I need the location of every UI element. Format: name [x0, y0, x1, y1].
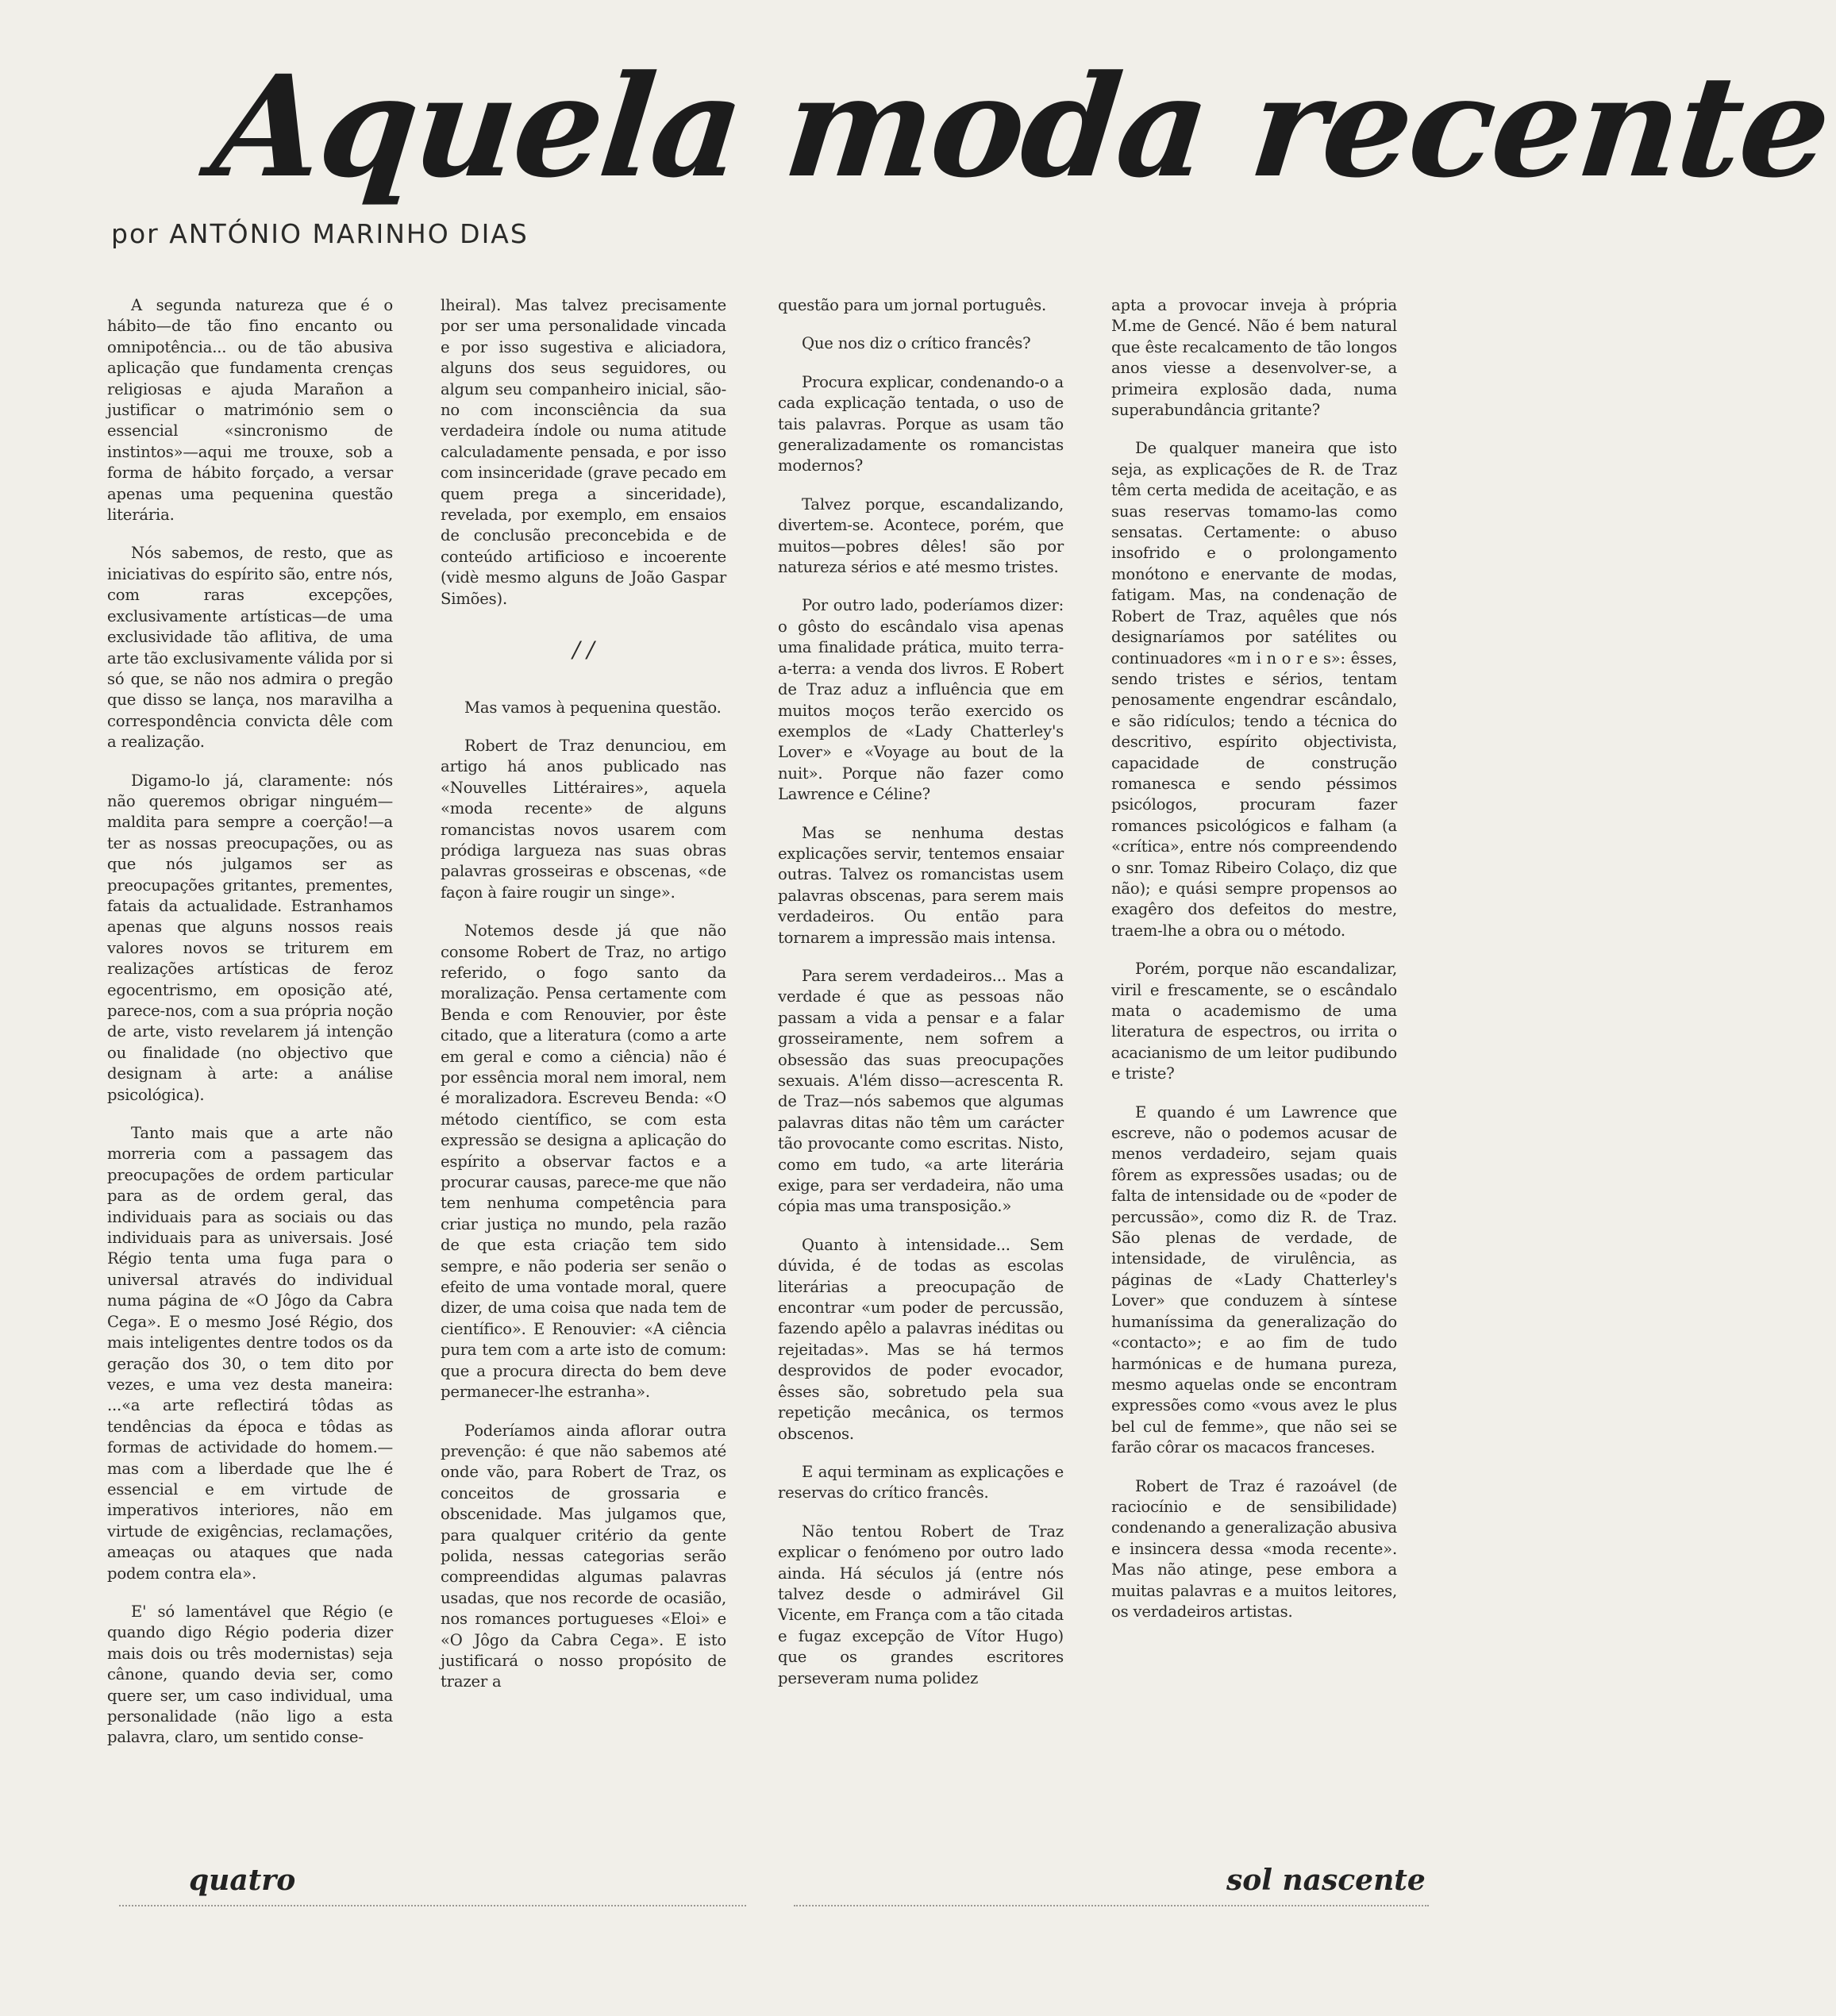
- footer-rule-left: [119, 1905, 746, 1907]
- article-column-1: [107, 295, 393, 1835]
- paragraph: lheiral). Mas talvez precisamente por ser uma personalidade vincada e por isso sugestiva e aliciadora, alguns dos seus seguidores, ou algum seu companheiro inicial, são-no com inconsciência da sua verdadeira índole ou numa atitude calculadamente pensada, e por isso com insinceridade (grave pecado em quem prega a sinceridade), revelada, por exemplo, em ensaios de conclusão preconcebida e de conteúdo artificioso e incoerente (vidè mesmo alguns de João Gaspar Simões).: [441, 296, 726, 608]
- paragraph: Mas se nenhuma destas explicações servir, tentemos ensaiar outras. Talvez os romancistas usem palavras obscenas, para serem mais verdadeiros. Ou então para tornarem a impressão mais intensa.: [778, 823, 1064, 947]
- paragraph: A segunda natureza que é o hábito—de tão fino encanto ou omnipotência... ou de tão abusiva aplicação que fundamenta crenças religiosas e ajuda Marañon a justificar o matrimónio sem o essencial «sincronismo de instintos»—aqui me trouxe, sob a forma de hábito forçado, a versar apenas uma pequenina questão literária.: [107, 296, 393, 525]
- paragraph: Robert de Traz denunciou, em artigo há anos publicado nas «Nouvelles Littéraires», aquela «moda recente» de alguns romancistas novos usarem com pródiga largueza nas suas obras palavras grosseiras e obscenas, «de façon à faire rougir un singe».: [441, 736, 726, 902]
- paragraph: apta a provocar inveja à própria M.me de Gencé. Não é bem natural que êste recalcamento de tão longos anos viesse a desenvolver-se, a primeira explosão dada, numa superabundância gritante?: [1111, 296, 1397, 420]
- author-name: ANTÓNIO MARINHO DIAS: [169, 218, 529, 249]
- paragraph: Por outro lado, poderíamos dizer: o gôsto do escândalo visa apenas uma finalidade prática, muito terra-a-terra: a venda dos livros. E Robert de Traz aduz a influência que em muitos moços terão exercido os exemplos de «Lady Chatterley's Lover» e «Voyage au bout de la nuit». Porque não fazer como Lawrence e Céline?: [778, 596, 1064, 804]
- paragraph: Talvez porque, escandalizando, divertem-se. Acontece, porém, que muitos—pobres dêles! são por natureza sérios e até mesmo tristes.: [778, 494, 1064, 577]
- paragraph: E quando é um Lawrence que escreve, não o podemos acusar de menos verdadeiro, sejam quais fôrem as expressões usadas; ou de falta de intensidade ou de «poder de percussão», como diz R. de Traz. São plenas de verdade, de intensidade, de virulência, as páginas de «Lady Chatterley's Lover» que conduzem à síntese humaníssima da generalização do «contacto»; e ao fim de tudo harmónicas e de humana pureza, mesmo aquelas onde se encontram expressões como «vous avez le plus bel cul de femme», que não sei se farão côrar os macacos franceses.: [1111, 1102, 1397, 1457]
- publication-name: sol nascente: [1226, 1864, 1426, 1897]
- paragraph: Robert de Traz é razoável (de raciocínio e de sensibilidade) condenando a generalização abusiva e insincera dessa «moda recente». Mas não atinge, pese embora a muitas palavras e a muitos leitores, os verdadeiros artistas.: [1111, 1476, 1397, 1621]
- paragraph: E aqui terminam as explicações e reservas do crítico francês.: [778, 1462, 1064, 1502]
- paragraph: Poderíamos ainda aflorar outra prevenção: é que não sabemos até onde vão, para Robert de Traz, os conceitos de grossaria e obscenidade. Mas julgamos que, para qualquer critério da gente polida, nessas categorias serão compreendidas algumas palavras usadas, que nos recorde de ocasião, nos romances portugueses «Eloi» e «O Jôgo da Cabra Cega». E isto justificará o nosso propósito de trazer a: [441, 1421, 726, 1691]
- paragraph: Que nos diz o crítico francês?: [802, 334, 1031, 353]
- paragraph: Mas vamos à pequenina questão.: [464, 698, 722, 717]
- article-column-2: [441, 295, 726, 1835]
- paragraph: Para serem verdadeiros... Mas a verdade é que as pessoas não passam a vida a pensar e a falar grosseiramente, nem sofrem a obsessão das suas preocupações sexuais. A'lém disso—acrescenta R. de Traz—nós sabemos que algumas palavras ditas não têm um carácter tão provocante como escritas. Nisto, como em tudo, «a arte literária exige, para ser verdadeira, não uma cópia mas uma transposição.»: [778, 966, 1064, 1216]
- article-column-3: [778, 295, 1064, 1835]
- section-separator: / /: [572, 637, 595, 664]
- paragraph: De qualquer maneira que isto seja, as explicações de R. de Traz têm certa medida de aceitação, e as suas reservas tomamo-las como sensatas. Certamente: o abuso insofrido e o prolongamento monótono e enervante de modas, fatigam. Mas, na condenação de Robert de Traz, aquêles que nós designaríamos por satélites ou continuadores «m i n o r e s»: êsses, sendo tristes e sérios, tentam penosamente engendrar escândalo, e são ridículos; tendo a técnica do descritivo, espírito objectivista, capacidade de construção romanesca e sendo péssimos psicólogos, procuram fazer romances psicológicos e falham (a «crítica», entre nós compreendendo o snr. Tomaz Ribeiro Colaço, diz que não); e quási sempre propensos ao exagêro dos defeitos do mestre, traem-lhe a obra ou o método.: [1111, 439, 1397, 940]
- paragraph: Nós sabemos, de resto, que as iniciativas do espírito são, entre nós, com raras excepções, exclusivamente artísticas—de uma exclusividade tão aflitiva, de uma arte tão exclusivamente válida por si só que, se não nos admira o pregão que disso se lança, nos maravilha a correspondência convicta dêle com a realização.: [107, 544, 393, 752]
- paragraph: Digamo-lo já, claramente: nós não queremos obrigar ninguém—maldita para sempre a coerção!—a ter as nossas preocupações, ou as que nós julgamos ser as preocupações gritantes, prementes, fatais da actualidade. Estranhamos apenas que alguns nossos reais valores novos se triturem em realizações artísticas de feroz egocentrismo, em oposição até, parece-nos, com a sua própria noção de arte, visto revelarem já intenção ou finalidade (no objectivo que designam à arte: a análise psicológica).: [107, 771, 393, 1104]
- byline: [111, 218, 529, 249]
- paragraph: E' só lamentável que Régio (e quando digo Régio poderia dizer mais dois ou três modernistas) seja cânone, quando devia ser, como quere ser, um caso individual, uma personalidade (não ligo a esta palavra, claro, um sentido conse-: [107, 1602, 393, 1747]
- footer-rule-right: [794, 1905, 1429, 1907]
- paragraph: Porém, porque não escandalizar, viril e frescamente, se o escândalo mata o academismo de uma literatura de espectros, ou irrita o acacianismo de um leitor pudibundo e triste?: [1111, 960, 1397, 1083]
- article-column-4: [1111, 295, 1397, 1835]
- paragraph: Procura explicar, condenando-o a cada explicação tentada, o uso de tais palavras. Porque as usam tão generalizadamente os romancistas modernos?: [778, 372, 1064, 475]
- article-title: Aquela moda recente: [206, 44, 1836, 209]
- byline-prefix: por: [111, 218, 160, 249]
- paragraph: Tanto mais que a arte não morreria com a passagem das preocupações de ordem particular para as de ordem geral, das individuais para as sociais ou das individuais para as universais. José Régio tenta uma fuga para o universal através do individual numa página de «O Jôgo da Cabra Cega». E o mesmo José Régio, dos mais inteligentes dentre todos os da geração dos 30, o tem dito por vezes, e uma vez desta maneira: ...«a arte reflectirá tôdas as tendências da época e tôdas as formas de actividade do homem.—mas com a liberdade que lhe é essencial e em virtude de imperativos interiores, não em virtude de exigências, reclamações, ameaças ou ataques que nada podem contra ela».: [107, 1124, 393, 1583]
- paragraph: Quanto à intensidade... Sem dúvida, é de todas as escolas literárias a preocupação de encontrar «um poder de percussão, fazendo apêlo a palavras inéditas ou rejeitadas». Mas se há termos desprovidos de poder evocador, êsses são, sobretudo pela sua repetição mecânica, os termos obscenos.: [778, 1235, 1064, 1443]
- paragraph: questão para um jornal português.: [778, 296, 1046, 314]
- paragraph: Não tentou Robert de Traz explicar o fenómeno por outro lado ainda. Há séculos já (entre nós talvez desde o admirável Gil Vicente, em França com a tão citada e fugaz excepção de Vítor Hugo) que os grandes escritores perseveram numa polidez: [778, 1522, 1064, 1687]
- paragraph: Notemos desde já que não consome Robert de Traz, no artigo referido, o fogo santo da moralização. Pensa certamente com Benda e com Renouvier, por êste citado, que a literatura (como a arte em geral e como a ciência) não é por essência moral nem imoral, nem é moralizadora. Escreveu Benda: «O método científico, se com esta expressão se designa a aplicação do espírito a observar factos e a procurar causas, parece-me que não tem nenhuma competência para criar justiça no mundo, pela razão de que esta criação tem sido sempre, e não poderia ser senão o efeito de uma vontade moral, quere dizer, de uma coisa que nada tem de científico». E Renouvier: «A ciência pura tem com a arte isto de comum: que a procura directa do bem deve permanecer-lhe estranha».: [441, 921, 726, 1402]
- page-folio: quatro: [189, 1864, 296, 1897]
